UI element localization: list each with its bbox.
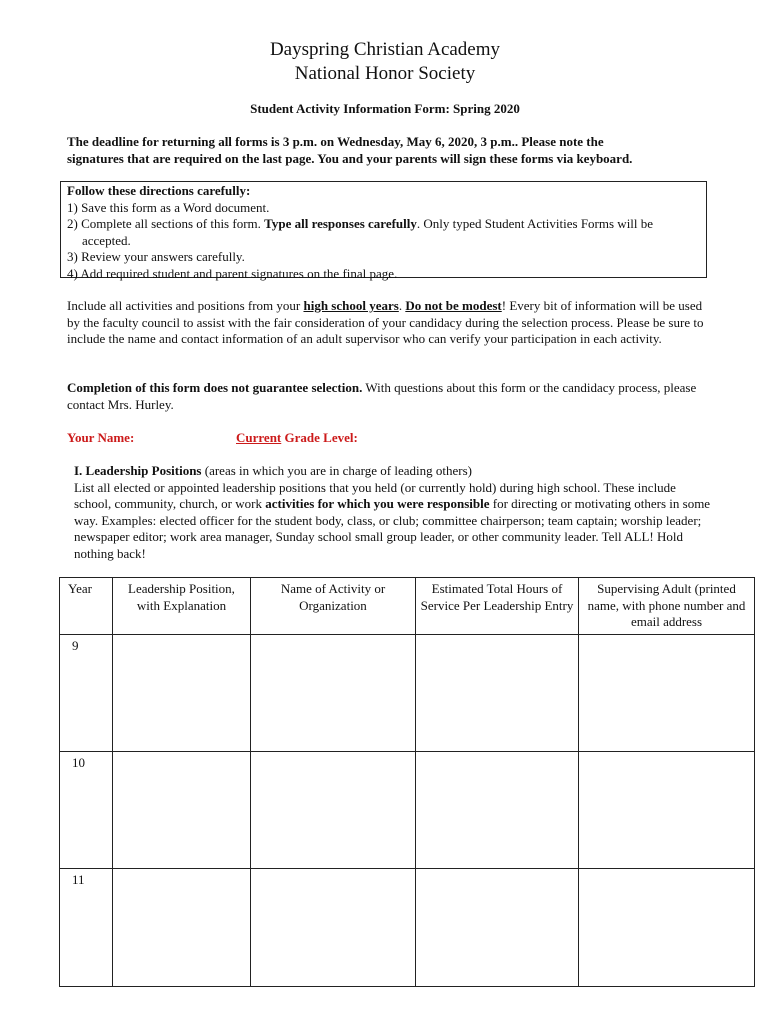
directions-item-2-cont: accepted. xyxy=(82,232,131,248)
col-header-supervisor: Supervising Adult (printed name, with phone number and email address xyxy=(579,578,755,635)
include-paragraph: Include all activities and positions from your high school years. Do not be modest! Every bit of information will be used by the faculty council to assist with the fair consideration of your candidacy during the selection process. Please be sure to include the name and contact information of an adult supervisor who can verify your participation in each activity. xyxy=(67,298,704,347)
table-row xyxy=(60,751,755,868)
completion-paragraph: Completion of this form does not guarantee selection. With questions about this form or the candidacy process, please contact Mrs. Hurley. xyxy=(67,380,697,412)
society-name: National Honor Society xyxy=(294,63,476,84)
form-title: Student Activity Information Form: Spring 2020 xyxy=(250,101,520,116)
activity-cell[interactable] xyxy=(251,634,416,751)
col-header-hours: Estimated Total Hours of Service Per Leadership Entry xyxy=(416,578,579,635)
supervisor-cell[interactable] xyxy=(579,868,755,986)
activity-cell[interactable] xyxy=(251,868,416,986)
year-cell: 11 xyxy=(60,868,113,986)
table-row xyxy=(60,868,755,986)
position-cell[interactable] xyxy=(113,868,251,986)
deadline-line-2: signatures that are required on the last page. You and your parents will sign these forms via keyboard. xyxy=(67,151,633,166)
deadline-line-1: The deadline for returning all forms is 3 p.m. on Wednesday, May 6, 2020, 3 p.m.. Please note the xyxy=(67,134,604,149)
section-body: List all elected or appointed leadership positions that you held (or currently hold) during high school. These include school, community, church, or work activities for which you were responsible for directing or motivating others in some way. Examples: elected officer for the student body, class, or club; committee chairperson; team captain; worship leader; newspaper editor; work area manager, Sunday school small group leader, or other community leader. Tell ALL! Hold nothing back! xyxy=(74,479,711,561)
col-header-activity: Name of Activity or Organization xyxy=(251,578,416,635)
hours-cell[interactable] xyxy=(416,868,579,986)
table-header-row xyxy=(60,578,755,635)
hours-cell[interactable] xyxy=(416,634,579,751)
section-heading: I. Leadership Positions (areas in which you are in charge of leading others) xyxy=(74,463,472,478)
school-name: Dayspring Christian Academy xyxy=(269,39,501,60)
hours-cell[interactable] xyxy=(416,751,579,868)
position-cell[interactable] xyxy=(113,634,251,751)
year-cell: 10 xyxy=(60,751,113,868)
col-header-position: Leadership Position, with Explanation xyxy=(113,578,251,635)
col-header-year: Year xyxy=(60,578,113,635)
directions-box xyxy=(60,181,707,281)
supervisor-cell[interactable] xyxy=(579,751,755,868)
directions-item-1: 1) Save this form as a Word document. xyxy=(67,199,270,215)
leadership-table xyxy=(59,577,755,987)
leadership-section xyxy=(74,463,714,563)
year-cell: 9 xyxy=(60,634,113,751)
directions-item-3: 3) Review your answers carefully. xyxy=(67,249,245,265)
grade-level-label: Current Grade Level: xyxy=(236,430,358,445)
supervisor-cell[interactable] xyxy=(579,634,755,751)
activity-cell[interactable] xyxy=(251,751,416,868)
position-cell[interactable] xyxy=(113,751,251,868)
directions-heading: Follow these directions carefully: xyxy=(67,183,251,198)
directions-item-4: 4) Add required student and parent signatures on the final page. xyxy=(67,265,398,281)
directions-item-2: 2) Complete all sections of this form. Type all responses carefully. Only typed Student Activities Forms will be xyxy=(67,216,654,232)
table-row xyxy=(60,634,755,751)
deadline-notice xyxy=(67,133,717,167)
your-name-label: Your Name: xyxy=(67,430,135,445)
